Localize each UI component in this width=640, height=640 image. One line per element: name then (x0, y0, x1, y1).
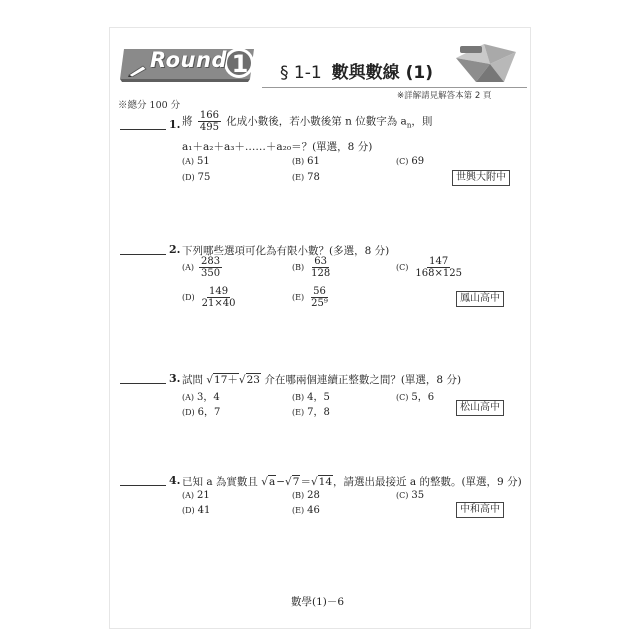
q4-lead: 已知 a 為實數且 (182, 476, 258, 488)
option-text: 21 (197, 490, 210, 501)
school-tag-1: 世興大附中 (452, 170, 510, 186)
fraction-num: 147 (429, 256, 449, 267)
option-text: 35 (411, 490, 425, 501)
option-text: 6，7 (197, 407, 221, 418)
option-label: (C) (396, 393, 409, 402)
q1-end: ，則 (411, 115, 433, 128)
option-label: (B) (292, 263, 305, 272)
q1-fraction (198, 110, 221, 133)
option-text: 4，5 (307, 392, 330, 403)
option-3a[interactable] (182, 388, 220, 403)
fraction-num: 56 (313, 286, 326, 297)
option-text: 61 (307, 156, 320, 167)
origami-bird-icon (446, 38, 522, 88)
q4-radical-14: 14 (318, 476, 333, 488)
q4-text: ，請選出最接近 a 的整數。(單選，9 分) (333, 476, 522, 488)
solution-reference: ※詳解請見解答本第 2 頁 (397, 91, 492, 101)
fraction-num: 63 (314, 256, 328, 267)
option-text: 28 (307, 490, 320, 501)
q4-radical-a: a (268, 476, 276, 488)
option-text: 46 (307, 505, 320, 516)
school-tag-2: 鳳山高中 (456, 291, 504, 307)
q1-text: 化成小數後，若小數後第 n 位數字為 a (226, 115, 407, 128)
fraction-den: 25⁹ (311, 298, 328, 309)
fraction-den: 128 (311, 268, 331, 279)
option-label: (D) (182, 173, 195, 182)
fraction-den: 21×40 (201, 298, 236, 309)
option-label: (A) (182, 157, 195, 166)
option-label: (D) (182, 293, 195, 302)
school-tag-4: 中和高中 (456, 502, 504, 518)
q3-lead: 試問 (182, 374, 203, 386)
answer-blank-3[interactable] (120, 372, 166, 384)
option-text: 75 (197, 172, 211, 183)
question-text-2: 下列哪些選項可化為有限小數？(多選，8 分) (182, 245, 390, 257)
option-label: (E) (292, 173, 305, 182)
question-number-1: 1. (169, 118, 181, 131)
header-rule (262, 87, 527, 88)
question-text-1-line2: a₁＋a₂＋a₃＋……＋a₂₀＝？(單選，8 分) (182, 141, 373, 153)
option-3c[interactable] (396, 388, 434, 403)
option-fraction (309, 286, 330, 309)
option-label: (E) (292, 506, 305, 515)
option-text: 7，8 (307, 407, 330, 418)
option-2d[interactable] (182, 286, 239, 309)
q3-radical-a: 17＋ (214, 374, 238, 386)
total-score: ※總分 100 分 (118, 100, 181, 111)
option-4d[interactable] (182, 505, 210, 516)
q3-radical-b: 23 (246, 374, 260, 386)
option-1d[interactable] (182, 172, 210, 183)
option-label: (E) (292, 408, 305, 417)
q1-lead: 將 (182, 115, 193, 128)
option-fraction (309, 256, 332, 279)
option-3b[interactable] (292, 388, 330, 403)
question-text-4: 已知 a 為實數且 √a−√7＝√14，請選出最接近 a 的整數。(單選，9 分) (182, 476, 522, 488)
option-label: (E) (292, 293, 305, 302)
option-2b[interactable] (292, 256, 334, 279)
section-title (280, 58, 433, 83)
option-text: 41 (197, 505, 211, 516)
page-footer: 數學(1)－6 (291, 596, 345, 608)
q1-sub: n (406, 121, 412, 130)
section-number: § 1-1 (280, 63, 322, 83)
fraction-den: 168×125 (415, 268, 462, 279)
option-3d[interactable] (182, 403, 220, 418)
q3-text: 介在哪兩個連續正整數之間？(單選，8 分) (264, 374, 462, 386)
option-3e[interactable] (292, 403, 330, 418)
q1-fraction-den: 495 (199, 122, 219, 133)
option-label: (D) (182, 506, 195, 515)
option-label: (A) (182, 393, 195, 402)
question-text-3: 試問 √17＋√23 介在哪兩個連續正整數之間？(單選，8 分) (182, 374, 462, 386)
q1-fraction-num: 166 (199, 110, 219, 121)
option-2a[interactable] (182, 256, 224, 279)
option-2c[interactable] (396, 256, 466, 279)
option-text: 5，6 (411, 392, 435, 403)
option-4e[interactable] (292, 505, 320, 516)
round-number-badge: 1 (231, 50, 249, 78)
question-number-3: 3. (169, 372, 181, 385)
option-1b[interactable] (292, 156, 320, 167)
option-1c[interactable] (396, 156, 424, 167)
fraction-num: 149 (209, 286, 229, 297)
round-label: Round (150, 48, 227, 72)
option-fraction (199, 256, 222, 279)
pencil-icon (127, 63, 149, 77)
option-label: (C) (396, 263, 409, 272)
option-1e[interactable] (292, 172, 320, 183)
option-fraction (200, 286, 238, 309)
question-text-1 (182, 110, 432, 133)
answer-blank-2[interactable] (120, 243, 166, 255)
q4-radical-7: 7 (292, 476, 300, 488)
option-1a[interactable] (182, 156, 210, 167)
option-4c[interactable] (396, 490, 424, 501)
fraction-den: 350 (201, 268, 221, 279)
option-2e[interactable] (292, 286, 332, 309)
option-label: (C) (396, 157, 409, 166)
fraction-num: 283 (201, 256, 221, 267)
option-text: 69 (411, 156, 425, 167)
option-label: (A) (182, 263, 195, 272)
question-number-2: 2. (169, 243, 181, 256)
section-name: 數與數線 (1) (331, 63, 433, 83)
q4-equals: ＝ (300, 476, 311, 488)
option-label: (B) (292, 157, 305, 166)
answer-blank-4[interactable] (120, 474, 166, 486)
option-label: (C) (396, 491, 409, 500)
option-text: 78 (307, 172, 320, 183)
option-label: (B) (292, 491, 305, 500)
option-4b[interactable] (292, 490, 320, 501)
option-text: 51 (197, 156, 210, 167)
option-fraction (413, 256, 464, 279)
option-label: (D) (182, 408, 195, 417)
school-tag-3: 松山高中 (456, 400, 504, 416)
option-4a[interactable] (182, 490, 210, 501)
option-text: 3，4 (197, 392, 220, 403)
q4-minus: − (276, 476, 286, 488)
question-number-4: 4. (169, 474, 181, 487)
option-label: (A) (182, 491, 195, 500)
answer-blank-1[interactable] (120, 118, 166, 130)
option-label: (B) (292, 393, 305, 402)
